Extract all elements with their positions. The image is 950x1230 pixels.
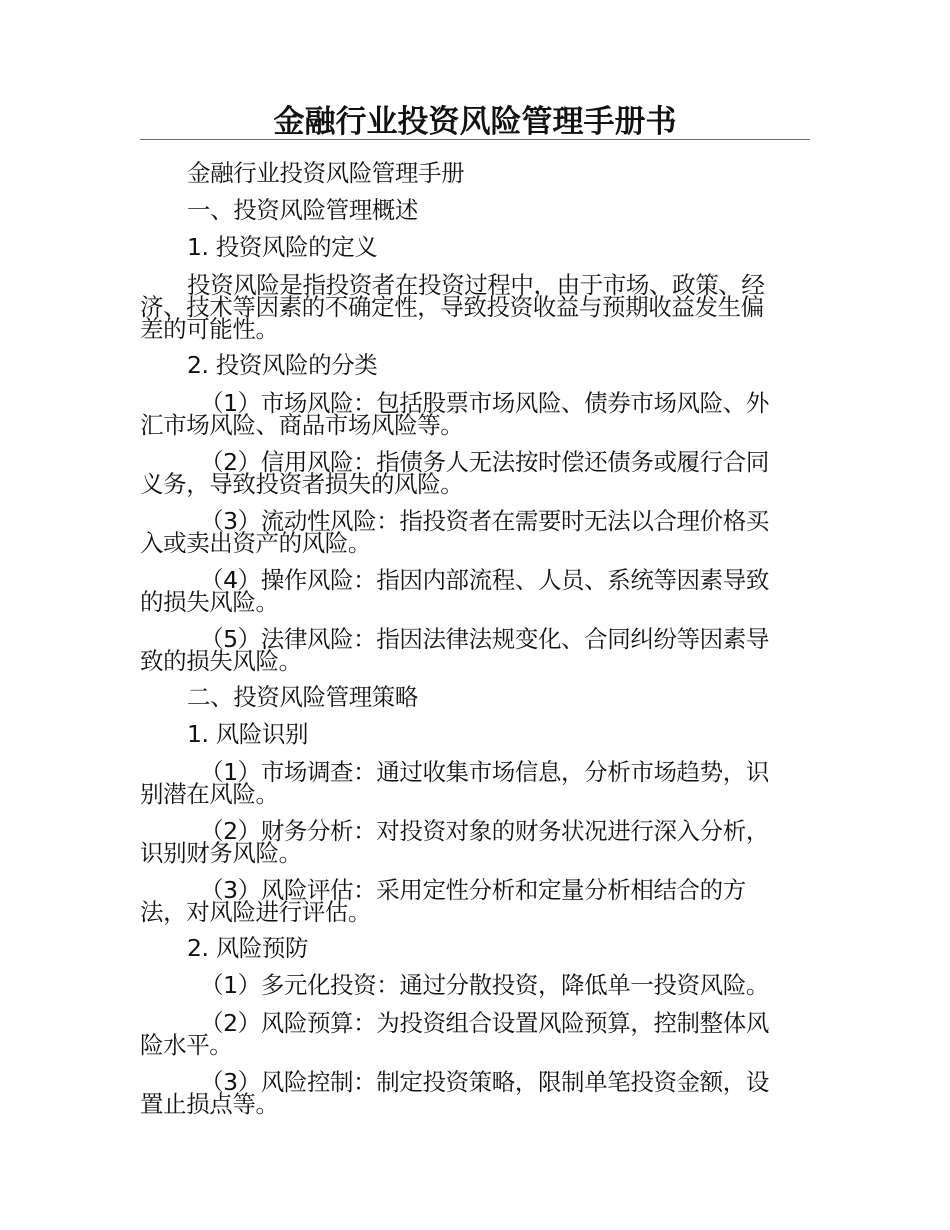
paragraph-line: 法，对风险进行评估。 xyxy=(140,898,371,926)
list-item xyxy=(140,443,810,502)
list-item xyxy=(140,1004,810,1063)
paragraph-line: 一、投资风险管理概述 xyxy=(187,196,418,224)
list-item xyxy=(140,620,810,679)
section-heading xyxy=(140,192,810,229)
title-underline xyxy=(140,139,810,140)
paragraph-line: （4）操作风险：指因内部流程、人员、系统等因素导致 xyxy=(200,566,769,594)
paragraph-line: 1. 投资风险的定义 xyxy=(187,233,378,261)
list-item xyxy=(140,502,810,561)
paragraph-line: （1）市场风险：包括股票市场风险、债券市场风险、外 xyxy=(200,389,769,417)
paragraph-line: 2. 风险预防 xyxy=(187,934,309,962)
paragraph-line: 的损失风险。 xyxy=(140,588,279,616)
list-item xyxy=(140,812,810,871)
paragraph-line: （2）财务分析：对投资对象的财务状况进行深入分析， xyxy=(200,817,769,845)
paragraph-line: （1）多元化投资：通过分散投资，降低单一投资风险。 xyxy=(200,971,769,999)
paragraph-line: 汇市场风险、商品市场风险等。 xyxy=(140,411,464,439)
paragraph xyxy=(140,266,810,347)
paragraph-line: （3）流动性风险：指投资者在需要时无法以合理价格买 xyxy=(200,507,769,535)
document-title: 金融行业投资风险管理手册书 xyxy=(273,104,677,140)
paragraph-line: （2）风险预算：为投资组合设置风险预算，控制整体风 xyxy=(200,1009,769,1037)
paragraph-line: （5）法律风险：指因法律法规变化、合同纠纷等因素导 xyxy=(200,625,769,653)
paragraph-line: 2. 投资风险的分类 xyxy=(187,351,378,379)
section-heading xyxy=(140,679,810,716)
list-item xyxy=(140,753,810,812)
paragraph-line: （3）风险评估：采用定性分析和定量分析相结合的方 xyxy=(200,876,746,904)
list-item xyxy=(140,967,810,1004)
document-body xyxy=(140,155,810,1122)
paragraph-line: 二、投资风险管理策略 xyxy=(187,683,418,711)
subsection-heading xyxy=(140,347,810,384)
list-item xyxy=(140,871,810,930)
paragraph-line: 济、技术等因素的不确定性，导致投资收益与预期收益发生偏 xyxy=(140,293,764,321)
subsection-heading xyxy=(140,229,810,266)
paragraph-line: （3）风险控制：制定投资策略，限制单笔投资金额，设 xyxy=(200,1068,769,1096)
list-item xyxy=(140,1063,810,1122)
paragraph xyxy=(140,155,810,192)
paragraph-line: 入或卖出资产的风险。 xyxy=(140,529,371,557)
paragraph-line: 义务，导致投资者损失的风险。 xyxy=(140,470,464,498)
subsection-heading xyxy=(140,716,810,753)
paragraph-line: 置止损点等。 xyxy=(140,1090,279,1118)
paragraph-line: 1. 风险识别 xyxy=(187,720,309,748)
list-item xyxy=(140,384,810,443)
paragraph-line: （2）信用风险：指债务人无法按时偿还债务或履行合同 xyxy=(200,448,769,476)
paragraph-line: 识别财务风险。 xyxy=(140,839,302,867)
paragraph-line: 险水平。 xyxy=(140,1031,233,1059)
subsection-heading xyxy=(140,930,810,967)
paragraph-line: （1）市场调查：通过收集市场信息，分析市场趋势，识 xyxy=(200,758,769,786)
paragraph-line: 别潜在风险。 xyxy=(140,780,279,808)
paragraph-line: 差的可能性。 xyxy=(140,315,279,343)
list-item xyxy=(140,561,810,620)
paragraph-line: 投资风险是指投资者在投资过程中，由于市场、政策、经 xyxy=(187,271,765,299)
paragraph-line: 致的损失风险。 xyxy=(140,647,302,675)
paragraph-line: 金融行业投资风险管理手册 xyxy=(187,159,465,187)
